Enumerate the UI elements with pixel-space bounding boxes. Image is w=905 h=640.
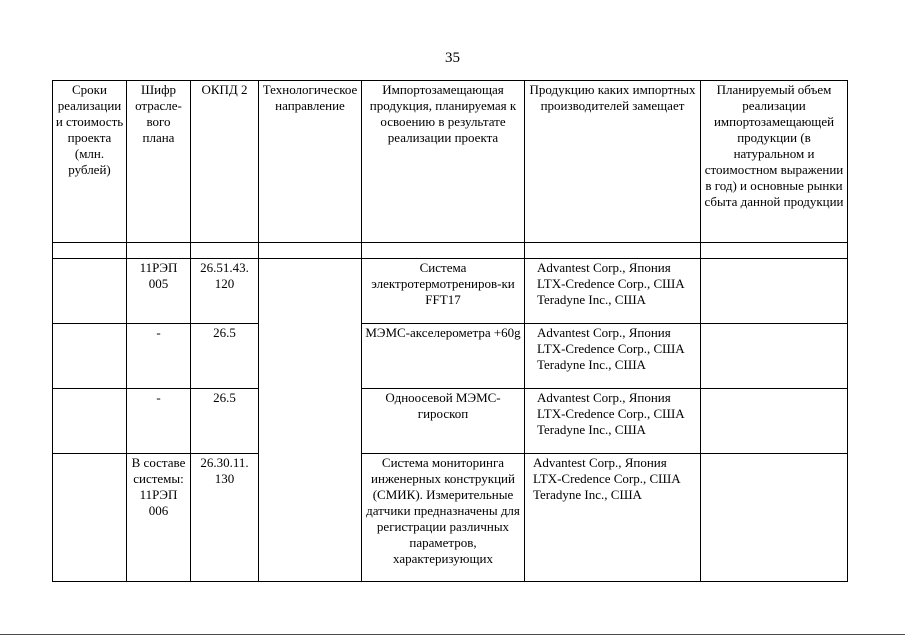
table-row — [53, 259, 848, 324]
product-cell: Одноосевой МЭМС-гироскоп — [362, 389, 525, 454]
import-substitution-table — [52, 80, 848, 582]
table-row — [53, 454, 848, 582]
header-vendors: Продукцию каких импортных производителей замещает — [525, 81, 701, 243]
volume-cell — [701, 454, 848, 582]
header-product: Импортозамещающая продукция, планируемая к освоению в результате реализации проекта — [362, 81, 525, 243]
page-number: 35 — [445, 50, 460, 66]
spacer-row — [53, 243, 848, 259]
okpd-cell: 26.5 — [191, 389, 259, 454]
product-cell: Система электротермотрениров-ки FFT17 — [362, 259, 525, 324]
code-cell: - — [127, 324, 191, 389]
volume-cell — [701, 259, 848, 324]
header-okpd: ОКПД 2 — [191, 81, 259, 243]
vendor-line: Advantest Corp., Япония — [533, 455, 667, 470]
table-row — [53, 324, 848, 389]
vendor-line: Advantest Corp., Япония — [537, 390, 671, 405]
header-plan-code: Шифр отрасле-вого плана — [127, 81, 191, 243]
header-tech-direction: Технологическое направление — [259, 81, 362, 243]
vendor-line: Teradyne Inc., США — [537, 292, 646, 307]
vendor-line: LTX-Credence Corp., США — [537, 406, 685, 421]
vendor-line: Advantest Corp., Япония — [537, 325, 671, 340]
vendor-line: Advantest Corp., Япония — [537, 260, 671, 275]
vendor-line: Teradyne Inc., США — [533, 487, 642, 502]
vendor-line: LTX-Credence Corp., США — [533, 471, 681, 486]
header-volume: Планируемый объем реализации импортозамещающей продукции (в натуральном и стоимостном выражении в год) и основные рынки сбыта данной продукции — [701, 81, 848, 243]
okpd-cell: 26.30.11. 130 — [191, 454, 259, 582]
code-cell: 11РЭП 005 — [127, 259, 191, 324]
code-cell: - — [127, 389, 191, 454]
code-cell: В составе системы: 11РЭП 006 — [127, 454, 191, 582]
vendors-cell — [525, 324, 701, 389]
vendor-line: Teradyne Inc., США — [537, 422, 646, 437]
vendor-line: LTX-Credence Corp., США — [537, 341, 685, 356]
vendors-cell — [525, 259, 701, 324]
term-cell — [53, 389, 127, 454]
product-cell: МЭМС-акселерометра +60g — [362, 324, 525, 389]
vendor-line: LTX-Credence Corp., США — [537, 276, 685, 291]
okpd-cell: 26.5 — [191, 324, 259, 389]
term-cell — [53, 454, 127, 582]
vendors-cell — [525, 454, 701, 582]
header-terms: Сроки реализации и стоимость проекта (млн. рублей) — [53, 81, 127, 243]
page-bottom-edge — [0, 634, 905, 635]
okpd-cell: 26.51.43. 120 — [191, 259, 259, 324]
volume-cell — [701, 389, 848, 454]
table-row — [53, 389, 848, 454]
term-cell — [53, 324, 127, 389]
tech-direction-cell — [259, 259, 362, 582]
vendors-cell — [525, 389, 701, 454]
vendor-line: Teradyne Inc., США — [537, 357, 646, 372]
header-row — [53, 81, 848, 243]
product-cell: Система мониторинга инженерных конструкций (СМИК). Измерительные датчики предназначены для регистрации различных параметров, характеризующих — [362, 454, 525, 582]
volume-cell — [701, 324, 848, 389]
term-cell — [53, 259, 127, 324]
